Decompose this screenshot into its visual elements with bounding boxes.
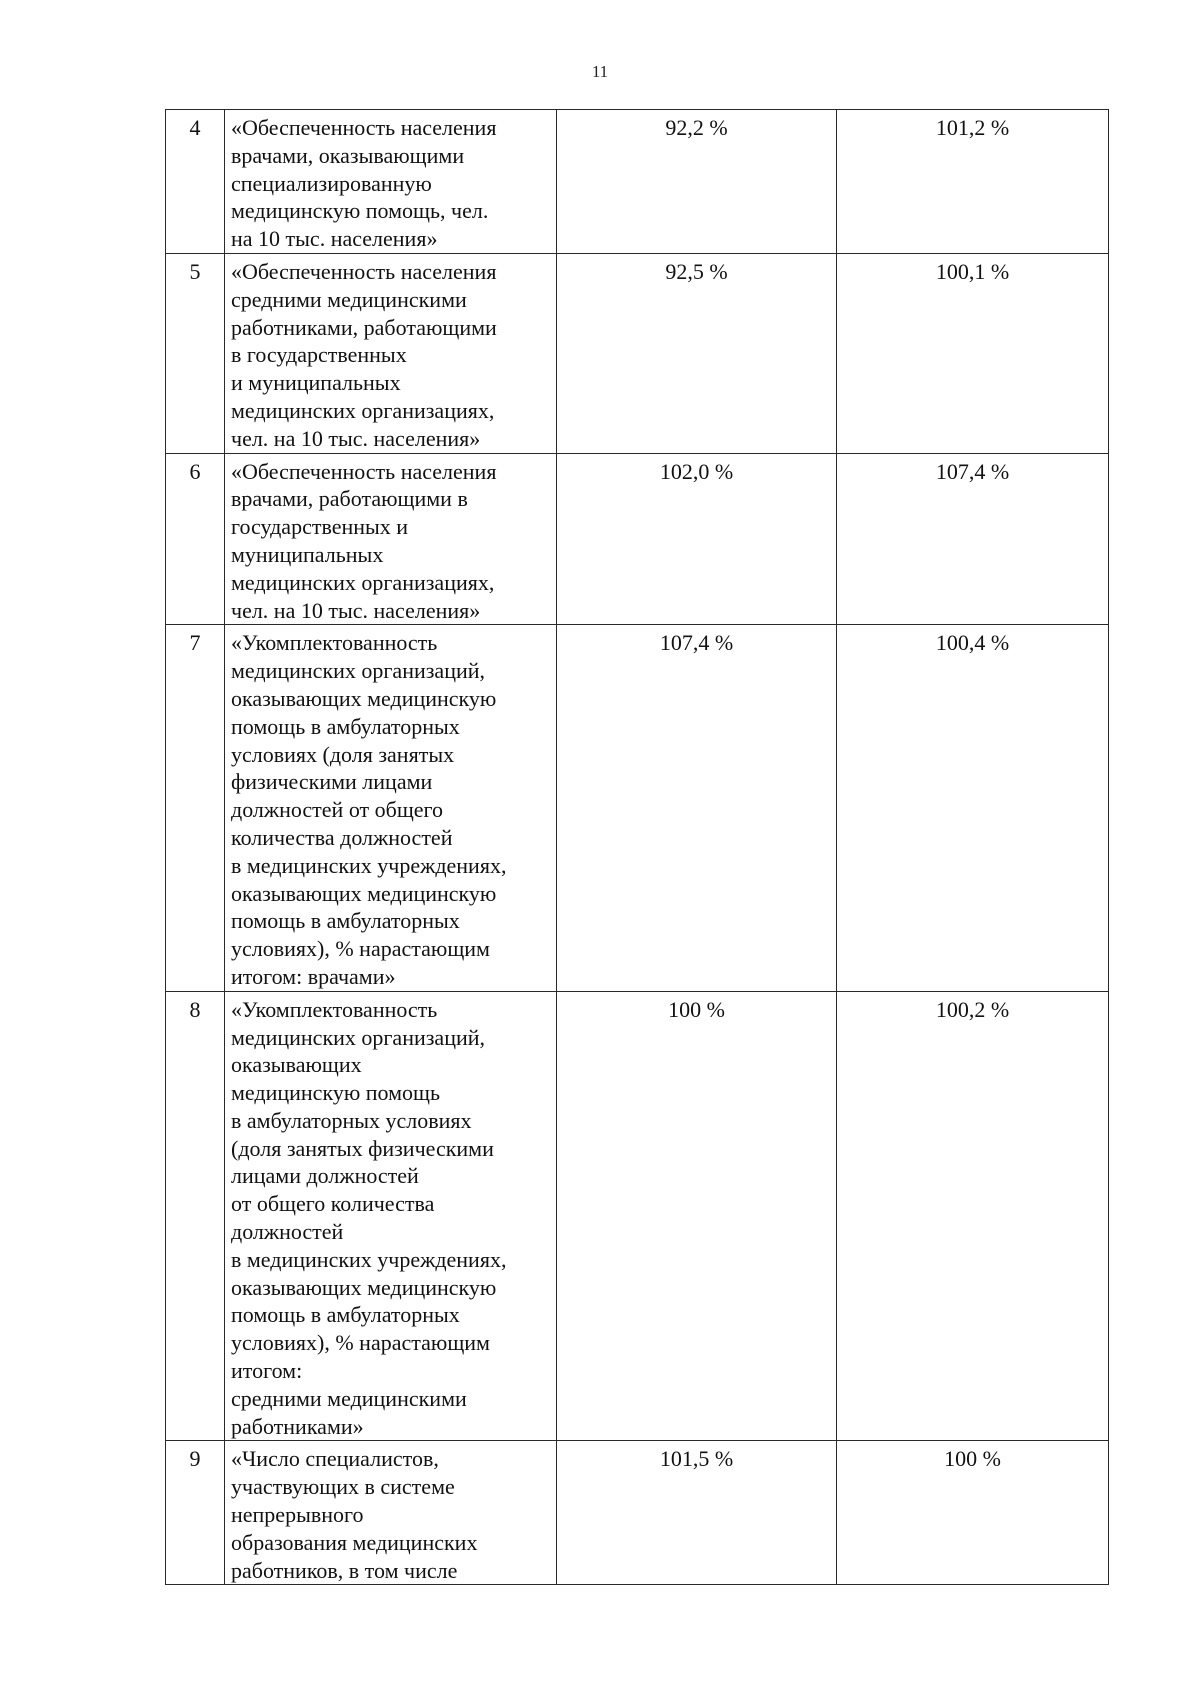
row-value-2: 100 % xyxy=(837,1441,1109,1585)
row-value-1: 100 % xyxy=(557,991,837,1441)
row-description: «Укомплектованность медицинских организаций, оказывающих медицинскую помощь в амбулаторных условиях (доля занятых физическими лицами должностей от общего количества должностей в медицинских учреждениях, оказывающих медицинскую помощь в амбулаторных условиях), % нарастающим итогом: средними медицинскими работниками» xyxy=(225,991,557,1441)
row-value-2: 100,2 % xyxy=(837,991,1109,1441)
table-row xyxy=(166,110,1109,254)
row-description: «Обеспеченность населения средними медицинскими работниками, работающими в государственных и муниципальных медицинских организациях, чел. на 10 тыс. населения» xyxy=(225,253,557,453)
row-value-2: 100,1 % xyxy=(837,253,1109,453)
row-number: 7 xyxy=(166,625,225,991)
table-row xyxy=(166,991,1109,1441)
row-value-1: 92,2 % xyxy=(557,110,837,254)
indicators-table xyxy=(165,109,1109,1585)
row-description: «Укомплектованность медицинских организаций, оказывающих медицинскую помощь в амбулаторных условиях (доля занятых физическими лицами должностей от общего количества должностей в медицинских учреждениях, оказывающих медицинскую помощь в амбулаторных условиях), % нарастающим итогом: врачами» xyxy=(225,625,557,991)
row-number: 9 xyxy=(166,1441,225,1585)
row-value-2: 101,2 % xyxy=(837,110,1109,254)
row-value-2: 107,4 % xyxy=(837,453,1109,625)
table-row xyxy=(166,625,1109,991)
table-row xyxy=(166,1441,1109,1585)
row-value-1: 92,5 % xyxy=(557,253,837,453)
table-row xyxy=(166,453,1109,625)
row-description: «Обеспеченность населения врачами, оказывающими специализированную медицинскую помощь, чел. на 10 тыс. населения» xyxy=(225,110,557,254)
row-value-1: 101,5 % xyxy=(557,1441,837,1585)
row-number: 4 xyxy=(166,110,225,254)
row-description: «Число специалистов, участвующих в системе непрерывного образования медицинских работников, в том числе xyxy=(225,1441,557,1585)
row-number: 8 xyxy=(166,991,225,1441)
row-number: 5 xyxy=(166,253,225,453)
row-description: «Обеспеченность населения врачами, работающими в государственных и муниципальных медицинских организациях, чел. на 10 тыс. населения» xyxy=(225,453,557,625)
table-row xyxy=(166,253,1109,453)
row-value-1: 107,4 % xyxy=(557,625,837,991)
row-value-1: 102,0 % xyxy=(557,453,837,625)
page-number: 11 xyxy=(591,62,609,81)
row-value-2: 100,4 % xyxy=(837,625,1109,991)
row-number: 6 xyxy=(166,453,225,625)
